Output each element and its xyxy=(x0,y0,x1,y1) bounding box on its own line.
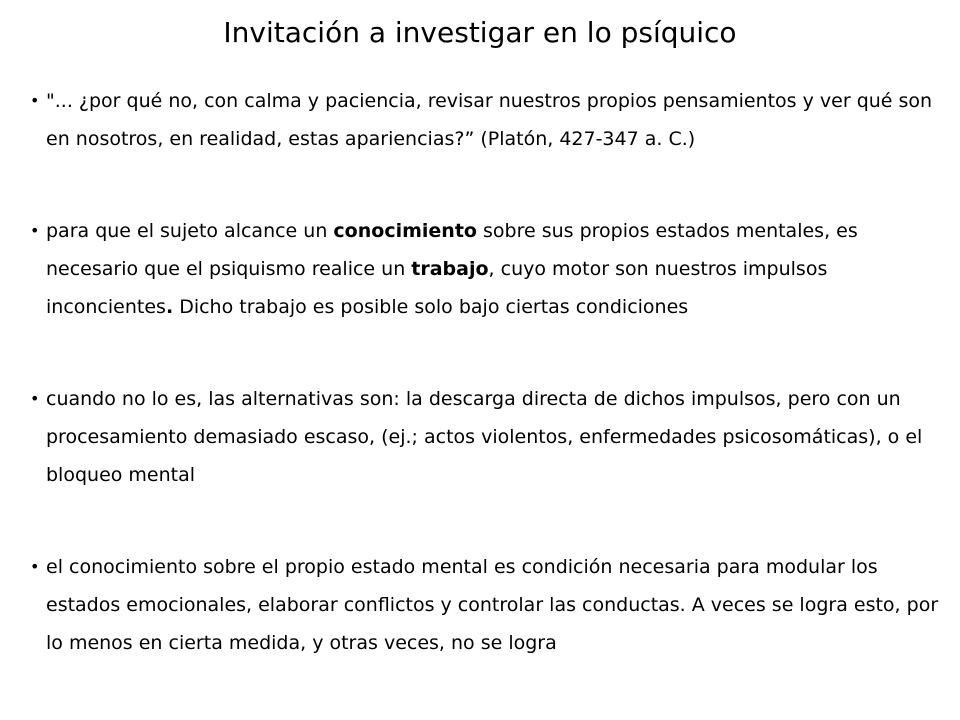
text-segment: para que el sujeto alcance un xyxy=(46,220,334,242)
estado-mental-text: el conocimiento sobre el propio estado mental es condición necesaria para modular los estados emocionales, elaborar conflictos y controlar las conductas. A veces se logra esto, por lo menos en cierta medida, y otras veces, no se logra xyxy=(46,556,939,654)
bullet-icon: • xyxy=(30,389,40,408)
bullet-icon: • xyxy=(30,91,40,110)
plato-quote-text: "... ¿por qué no, con calma y paciencia, revisar nuestros propios pensamientos y ver qué son en nosotros, en realidad, estas apariencias?” (Platón, 427-347 a. C.) xyxy=(46,90,933,150)
text-segment: , cuyo motor son nuestros impulsos inconcientes xyxy=(46,258,828,318)
bullet-icon: • xyxy=(30,557,40,576)
bullet-text xyxy=(46,82,955,158)
emphasis-conocimiento: conocimiento xyxy=(333,220,477,242)
bullet-list xyxy=(30,82,955,662)
bullet-text xyxy=(46,548,955,662)
bullet-text xyxy=(46,380,955,494)
bullet-item-conocimiento xyxy=(30,212,955,326)
alternativas-text: cuando no lo es, las alternativas son: la descarga directa de dichos impulsos, pero con un procesamiento demasiado escaso, (ej.; actos violentos, enfermedades psicosomáticas), o el bloqueo mental xyxy=(46,388,923,486)
bullet-item-plato-quote xyxy=(30,82,955,158)
emphasis-period: . xyxy=(165,296,174,318)
bullet-item-alternativas xyxy=(30,380,955,494)
bullet-text xyxy=(46,212,955,326)
bullet-item-estado-mental xyxy=(30,548,955,662)
text-segment: Dicho trabajo es posible solo bajo ciertas condiciones xyxy=(173,296,689,318)
slide-title: Invitación a investigar en lo psíquico xyxy=(223,16,737,49)
bullet-icon: • xyxy=(30,221,40,240)
emphasis-trabajo: trabajo xyxy=(411,258,489,280)
text-segment: sobre sus propios estados mentales, es necesario que el psiquismo realice un xyxy=(46,220,858,280)
